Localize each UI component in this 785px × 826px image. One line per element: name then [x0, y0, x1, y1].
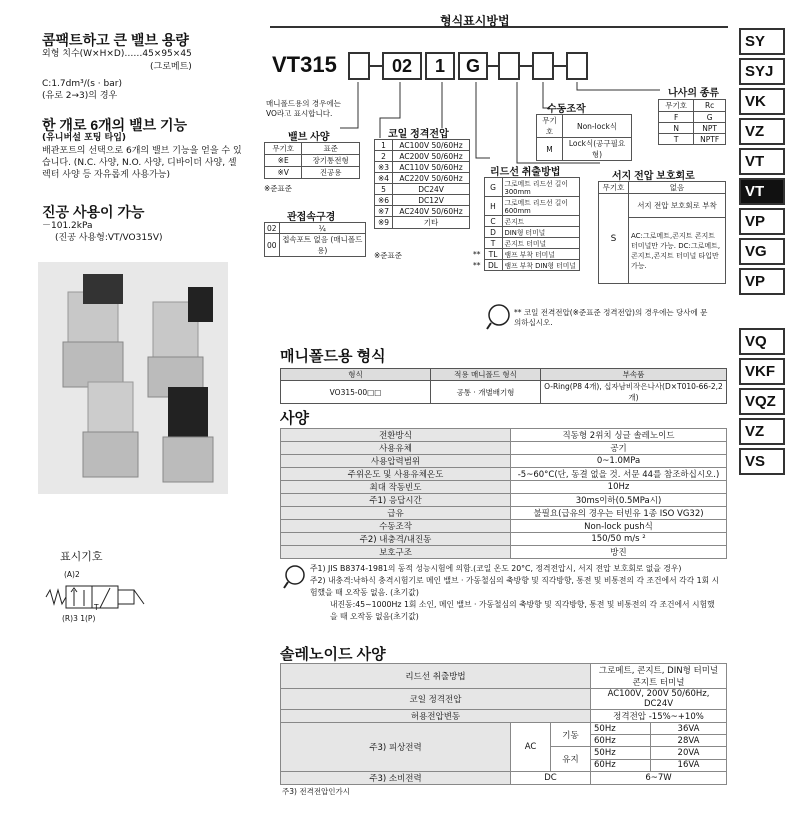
spec-row [281, 481, 727, 494]
thread-cell: T [659, 134, 694, 145]
surge-title: 서지 전압 보호회로 [612, 171, 695, 182]
spec-value: 불필요(급유의 경우는 터빈유 1종 ISO VG32) [511, 507, 727, 520]
thread-cell: G [694, 112, 726, 123]
lead-cell: C [484, 216, 502, 227]
port-cell: 접속포트 없음 (매니폴드용) [279, 234, 365, 257]
surge-code-s: S [599, 194, 629, 284]
lead-cell: 그로메트 리드선 길이 600mm [502, 197, 580, 216]
lead-cell: G [484, 178, 502, 197]
sol-freq-3: 60Hz [591, 759, 651, 771]
manifold-note: 매니폴드용의 경우에는 VO라고 표시합니다. [266, 99, 341, 118]
product-photo [38, 262, 228, 494]
manifold-title: 매니폴드용 형식 [280, 348, 386, 365]
coil-cell: 1 [375, 140, 393, 151]
symbol-port-rp: (R)3 1(P) [62, 614, 96, 623]
valve-product-image [38, 262, 228, 494]
lead-row [470, 260, 580, 271]
cv-note: (유로 2→3)의 경우 [42, 91, 118, 101]
sol-voltage-key: 코일 정격전압 [281, 689, 591, 710]
coil-row [375, 173, 470, 184]
coil-table [374, 139, 470, 229]
lead-table [470, 177, 580, 271]
valve-cell: ※V [265, 167, 302, 179]
spec-key: 수동조작 [281, 520, 511, 533]
manual-cell: Lock식(공구필요형) [563, 138, 632, 161]
sol-consume-key: 주3) 소비전력 [281, 771, 511, 784]
port-cell: ¼ [279, 223, 365, 234]
spec-key: 전환방식 [281, 429, 511, 442]
spec-value: 공기 [511, 442, 727, 455]
lead-row [470, 227, 580, 238]
series-tab-vz[interactable]: VZ [739, 118, 785, 145]
sol-va-3: 16VA [651, 759, 727, 771]
symbol-t-label: T [94, 603, 99, 612]
spec-note-2: 주2) 내충격:낙하식 충격시험기로 메인 밸브 · 가동철심의 축방향 및 직각방향, 통전 및 비통전의 각 조건에서 각각 1회 시험했을 때 오작동 없음. (초기값) [310, 576, 720, 597]
thread-cell: 무기호 [659, 100, 694, 112]
thread-cell: N [659, 123, 694, 134]
spec-table [280, 428, 727, 559]
spec-key: 최대 작동빈도 [281, 481, 511, 494]
spec-row [281, 494, 727, 507]
lead-cell: 콘지트 터미널 [502, 238, 580, 249]
thread-title: 나사의 종류 [668, 88, 720, 99]
lead-row [470, 197, 580, 216]
coil-row [375, 140, 470, 151]
series-tab-vq[interactable]: VQ [739, 328, 785, 355]
coil-row [375, 184, 470, 195]
sol-lead-key: 리드선 취출방법 [281, 664, 591, 689]
port-title: 관접속구경 [287, 212, 336, 223]
series-tab-vp[interactable]: VP [739, 268, 785, 295]
lead-row [470, 178, 580, 197]
coil-cell: 2 [375, 151, 393, 162]
coil-cell: AC100V 50/60Hz [393, 140, 470, 151]
lead-title: 리드선 취출방법 [490, 167, 561, 178]
series-tab-vk[interactable]: VK [739, 88, 785, 115]
coil-cell: AC240V 50/60Hz [393, 206, 470, 217]
sol-voltage-value: AC100V, 200V 50/60Hz, DC24V [591, 689, 727, 710]
coil-cell: AC220V 50/60Hz [393, 173, 470, 184]
coil-row [375, 162, 470, 173]
lead-row [470, 238, 580, 249]
sol-start: 기동 [551, 723, 591, 747]
sol-dc: DC [511, 771, 591, 784]
spec-key: 급유 [281, 507, 511, 520]
symbol-title: 표시기호 [60, 550, 103, 563]
code-box-valve [348, 52, 370, 80]
lead-cell [470, 227, 484, 238]
manifold-header-model: 형식 [281, 369, 431, 381]
sol-hold: 유지 [551, 747, 591, 771]
series-tab-vt[interactable]: VT [739, 178, 785, 205]
coil-cell: ※3 [375, 162, 393, 173]
manual-cell: Non-lock식 [563, 115, 632, 138]
spec-row [281, 546, 727, 559]
spec-key: 보호구조 [281, 546, 511, 559]
coil-cell: AC200V 50/60Hz [393, 151, 470, 162]
manifold-header-type: 적용 매니폴드 형식 [431, 369, 541, 381]
coil-cell: 5 [375, 184, 393, 195]
spec-row [281, 533, 727, 546]
note-magnifier-icon [282, 564, 308, 590]
feature-title-vacuum: 진공 사용이 가능 [42, 204, 145, 220]
spec-notes [310, 563, 720, 623]
code-box-surge [498, 52, 520, 80]
port-row [265, 234, 366, 257]
spec-value: 150/50 m/s ² [511, 533, 727, 546]
port-cell: 02 [265, 223, 280, 234]
spec-row [281, 455, 727, 468]
lead-cell: ** [473, 260, 481, 270]
manual-row [537, 138, 632, 161]
valve-row [265, 143, 360, 155]
code-box-port: 02 [382, 52, 422, 80]
thread-row [659, 123, 726, 134]
spec-row [281, 520, 727, 533]
coil-cell: ※7 [375, 206, 393, 217]
coil-cell: 기타 [393, 217, 470, 229]
spec-note-1: 주1) JIS B8374-1981의 동적 성능시험에 의함.(코일 온도 20°C, 정격전압시, 서지 전압 보호회로 없을 경우) [310, 564, 682, 573]
sol-consume-value: 6~7W [591, 771, 727, 784]
valve-spec-title: 밸브 사양 [288, 132, 330, 143]
coil-row [375, 206, 470, 217]
symbol-port-a: (A)2 [64, 570, 80, 579]
spec-value: 방진 [511, 546, 727, 559]
lead-cell: 램프 부착 DIN형 터미널 [502, 260, 580, 271]
lead-cell: DL [484, 260, 502, 271]
valve-cell: 무기호 [265, 143, 302, 155]
valve-cell: 장기통전형 [302, 155, 360, 167]
valve-cell: ※E [265, 155, 302, 167]
lead-cell [470, 197, 484, 216]
spec-title: 사양 [280, 410, 309, 427]
spec-row [281, 429, 727, 442]
spec-value: 10Hz [511, 481, 727, 494]
sol-lead-value: 그로메트, 콘지트, DIN형 터미널 콘지트 터미널 [591, 664, 727, 689]
series-tab-vt[interactable]: VT [739, 148, 785, 175]
port-row [265, 223, 366, 234]
series-tab-vp[interactable]: VP [739, 208, 785, 235]
lead-cell [470, 238, 484, 249]
spec-value: 30ms이하(0.5MPa시) [511, 494, 727, 507]
port-table [264, 222, 366, 257]
sol-va-0: 36VA [651, 723, 727, 735]
valve-row [265, 167, 360, 179]
lead-row [470, 249, 580, 260]
spec-key: 사용압력범위 [281, 455, 511, 468]
dimension-note: (그로메트) [150, 62, 192, 72]
lead-cell: 램프 부착 터미널 [502, 249, 580, 260]
coil-cell: DC24V [393, 184, 470, 195]
thread-row [659, 112, 726, 123]
lead-cell [470, 216, 484, 227]
feature-title-6valve: 한 개로 6개의 밸브 기능 [42, 117, 188, 133]
series-tab-vqz[interactable]: VQZ [739, 388, 785, 415]
thread-row [659, 100, 726, 112]
spec-value: -5~60°C(단, 동결 없을 것. 서문 44를 참조하십시오.) [511, 468, 727, 481]
lead-cell: H [484, 197, 502, 216]
surge-desc: AC:그로메트,콘지트 콘지트 터미널만 가능. DC:그로메트,콘지트,콘지트 터미널 타입만 가능. [629, 218, 726, 284]
dimension-text: 외형 치수(W×H×D)……45×95×45 [42, 49, 192, 59]
surge-code-none: 무기호 [599, 182, 629, 194]
series-tab-vkf[interactable]: VKF [739, 358, 785, 385]
spec-key: 주위온도 및 사용유체온도 [281, 468, 511, 481]
lead-cell: 콘지트 [502, 216, 580, 227]
cv-text: C:1.7dm³/(s · bar) [42, 79, 122, 89]
valve-spec-footnote: ※준표준 [264, 184, 293, 193]
coil-cell: DC12V [393, 195, 470, 206]
thread-cell: NPTF [694, 134, 726, 145]
surge-table [598, 181, 726, 284]
manifold-header-accessory: 부속품 [541, 369, 727, 381]
lead-cell: 그로메트 리드선 길이 300mm [502, 178, 580, 197]
manual-table [536, 114, 632, 161]
sol-freq-0: 50Hz [591, 723, 651, 735]
port-cell: 00 [265, 234, 280, 257]
coil-cell: ※9 [375, 217, 393, 229]
valve-cell: 표준 [302, 143, 360, 155]
thread-cell: NPT [694, 123, 726, 134]
sol-freq-1: 60Hz [591, 735, 651, 747]
thread-row [659, 134, 726, 145]
sol-va-2: 20VA [651, 747, 727, 759]
manifold-accessory: O-Ring(P8 4개), 십자남비작은나사(D×T010-66-2,2개) [541, 381, 727, 404]
spec-key: 사용유체 [281, 442, 511, 455]
manual-row [537, 115, 632, 138]
thread-table [658, 99, 726, 145]
spec-key: 주1) 응답시간 [281, 494, 511, 507]
sol-freq-2: 50Hz [591, 747, 651, 759]
vacuum-note: (진공 사용형:VT/VO315V) [55, 233, 163, 243]
coil-cell: AC110V 50/60Hz [393, 162, 470, 173]
code-box-manual [532, 52, 554, 80]
manual-cell: M [537, 138, 563, 161]
valve-spec-table [264, 142, 360, 179]
manifold-table [280, 368, 727, 404]
series-tab-sy[interactable]: SY [739, 28, 785, 55]
feature-desc: 배관포트의 선택으로 6개의 밸브 기능을 얻을 수 있습니다. (N.C. 사양, N.O. 사양, 디바이더 사양, 셀렉터 사양 등 자유롭게 사용가능) [42, 146, 242, 180]
coil-footnote: ※준표준 [374, 251, 403, 260]
lead-cell: ** [473, 249, 481, 259]
lead-cell [470, 178, 484, 197]
spec-row [281, 468, 727, 481]
sol-fluct-value: 정격전압 -15%~+10% [591, 710, 727, 723]
valve-row [265, 155, 360, 167]
coil-cell: ※6 [375, 195, 393, 206]
spec-key: 주2) 내충격/내진동 [281, 533, 511, 546]
sol-ac: AC [511, 723, 551, 772]
code-box-thread [566, 52, 588, 80]
spec-value: 직동형 2위치 싱글 솔레노이드 [511, 429, 727, 442]
solenoid-title: 솔레노이드 사양 [280, 646, 386, 663]
spec-value: Non-lock push식 [511, 520, 727, 533]
spec-row [281, 507, 727, 520]
surge-attached: 서지 전압 보호회로 부착 [629, 194, 726, 218]
sol-power-key: 주3) 피상전력 [281, 723, 511, 772]
valve-symbol-icon [44, 580, 154, 614]
lead-cell: T [484, 238, 502, 249]
spec-row [281, 442, 727, 455]
coil-row [375, 151, 470, 162]
sol-va-1: 28VA [651, 735, 727, 747]
surge-none: 없음 [629, 182, 726, 194]
lead-row [470, 216, 580, 227]
feature-title-compact: 콤팩트하고 큰 밸브 용량 [42, 32, 189, 48]
manual-title: 수동조작 [547, 104, 586, 115]
manual-cell: 무기호 [537, 115, 563, 138]
coil-cell: ※4 [375, 173, 393, 184]
model-base-code: VT315 [272, 52, 337, 77]
vacuum-value: －101.2kPa [42, 221, 93, 231]
lead-cell: TL [484, 249, 502, 260]
coil-title: 코일 정격전압 [388, 129, 449, 140]
model-header: 형식표시방법 [440, 14, 510, 28]
magnifier-icon [486, 303, 514, 331]
series-tab-vg[interactable]: VG [739, 238, 785, 265]
series-tab-syj[interactable]: SYJ [739, 58, 785, 85]
code-box-lead: G [458, 52, 488, 80]
feature-sub: (유니버설 포팅 타입) [42, 133, 127, 143]
thread-cell: Rc [694, 100, 726, 112]
solenoid-footnote: 주3) 전격전압인가시 [282, 787, 351, 796]
series-tab-vz[interactable]: VZ [739, 418, 785, 445]
code-box-coil: 1 [425, 52, 455, 80]
manifold-type: 공통 · 개별배기형 [431, 381, 541, 404]
lead-cell: DIN형 터미널 [502, 227, 580, 238]
manifold-model: VO315-00□□ [281, 381, 431, 404]
valve-cell: 진공용 [302, 167, 360, 179]
coil-row [375, 195, 470, 206]
series-tab-vs[interactable]: VS [739, 448, 785, 475]
thread-cell: F [659, 112, 694, 123]
spec-value: 0~1.0MPa [511, 455, 727, 468]
sol-fluct-key: 허용전압변동 [281, 710, 591, 723]
spec-note-3: 내진동:45~1000Hz 1회 소인, 메인 밸브 · 가동철심의 축방향 및 직각방향, 통전 및 비통전의 각 조건에서 시험했을 때 오작동 없음(초기값) [330, 600, 715, 621]
voltage-contact-note: ** 코일 전격전압(※준표준 정격전압)의 경우에는 당사에 문의하십시오. [514, 308, 708, 327]
coil-row [375, 217, 470, 229]
solenoid-table [280, 663, 727, 785]
lead-cell: D [484, 227, 502, 238]
